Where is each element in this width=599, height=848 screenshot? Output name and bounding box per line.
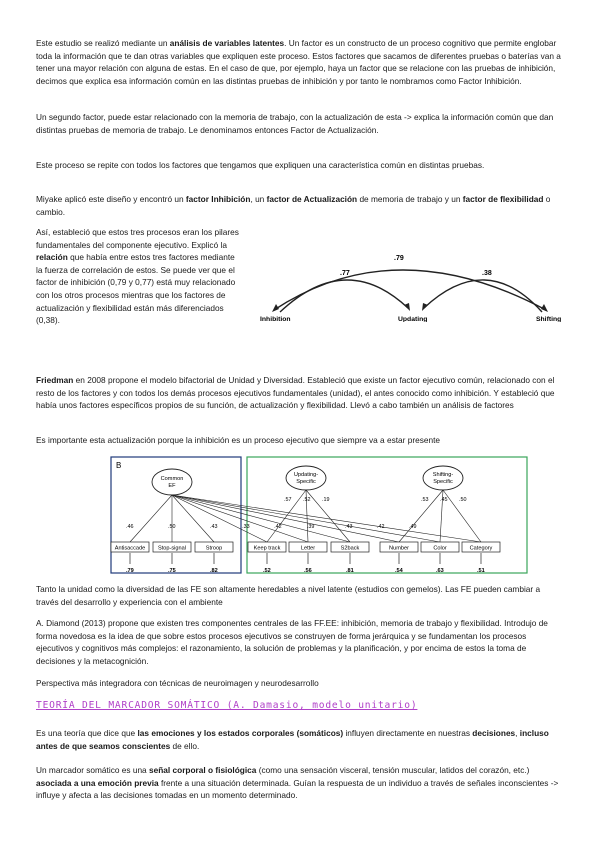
task-label: Number [389, 545, 409, 552]
text: en 2008 propone el modelo bifactorial de Unidad y Diversidad. Estableció que existe un factor ejecutivo común, relacionado con el resto de los factores y con todos los demás procesos ejecutivos fundamentales (unidad), el antes conocido como inhibición. Y estableció que había unos factores específicos propios de su función, de actualización y flexibilidad. Llevó a cabo también un análisis de factores [36, 375, 555, 411]
specific-loading-label: .19 [322, 497, 330, 503]
common-loading-label: .42 [377, 524, 385, 530]
text: Tanto la unidad como la diversidad de las FE son altamente heredables a nivel latente (estudios con gemelos). Las FE pueden cambiar a través del desarrollo y experiencia con el ambiente [36, 584, 541, 607]
text: , [515, 728, 520, 738]
shifting-specific-factor [423, 466, 463, 490]
paragraph-somatic-marker-definition [36, 764, 564, 802]
common-loading-label: .46 [126, 524, 134, 530]
factor-node-updating: Updating [398, 316, 428, 322]
specific-loading-label: .45 [440, 497, 448, 503]
correlation-value: .38 [482, 270, 492, 277]
bold-text: las emociones y los estados corporales (somáticos) [137, 728, 344, 738]
task-label: Keep track [253, 545, 281, 552]
bold-text: asociada a una emoción previa [36, 777, 159, 788]
paragraph-update-importance [36, 434, 564, 447]
section-heading-somatic-marker: TEORÍA DEL MARCADOR SOMÁTICO (A. Damasio, modelo unitario) [36, 700, 418, 711]
residual-value: .63 [436, 568, 444, 574]
bold-text: señal corporal o fisiológica [148, 765, 257, 775]
text: Miyake aplicó este diseño y encontró un [36, 194, 186, 204]
paragraph-miyake [36, 193, 564, 218]
text: o cambio. [36, 194, 551, 217]
paragraph-relation [36, 226, 242, 327]
common-loading-label: .50 [168, 524, 176, 530]
correlation-value: .77 [340, 270, 350, 277]
text: . Un factor es un constructo de un proceso cognitivo que permite englobar toda la información que te dan otras variables que expliquen este proceso. Estos factores que sacamos de diferentes pruebas o baterías van a tener una mayor relación con alguna de estas. En el caso de que, por ejemplo, haya un factor que se relacione con las pruebas de inhibición, decimos que explica esa información común en las distintas pruebas de inhibición y por tanto le nombramos como Factor Inhibición. [36, 38, 561, 86]
paragraph-diamond [36, 617, 564, 667]
paragraph-repeat-process [36, 159, 564, 172]
residual-value: .54 [395, 568, 403, 574]
factor-label: Specific [433, 479, 453, 485]
common-loading-line [130, 495, 172, 542]
paragraph-second-factor [36, 111, 564, 136]
bold-text: factor de flexibilidad [462, 194, 544, 204]
residual-value: .51 [477, 568, 485, 574]
text: que había entre estos tres factores mediante la fuerza de correlación de estos. Se puede ver que el factor de inhibición (0,79 y 0,77) está muy relacionado con los otros procesos mientras que los factores de actualización y flexibilidad están más diferenciados (0,38). [36, 252, 236, 326]
correlation-value: .79 [394, 255, 404, 262]
text: Un marcador somático es una [36, 765, 149, 775]
paragraph-latent-variables [36, 37, 564, 87]
correlation-arc-inhibition-shifting [274, 270, 546, 310]
bold-text: factor Inhibición [185, 194, 251, 204]
panel-label: B [116, 461, 122, 470]
task-label: Color [433, 545, 447, 552]
text: Este proceso se repite con todos los factores que tengamos que expliquen una característica común en distintas pruebas. [36, 160, 485, 170]
task-label: Stroop [205, 545, 223, 552]
paragraph-friedman [36, 374, 564, 412]
residual-value: .75 [168, 568, 176, 574]
unity-diversity-model-diagram [110, 456, 530, 574]
paragraph-perspective [36, 677, 564, 690]
specific-loading-label: .53 [421, 497, 429, 503]
residual-value: .56 [304, 568, 312, 574]
factor-label: Specific [296, 479, 316, 485]
task-label: Stop-signal [158, 545, 186, 552]
bold-text: relación [36, 252, 68, 263]
text: Un segundo factor, puede estar relacionado con la memoria de trabajo, con la actualización de esta -> explica la información común que dan distintas pruebas de memoria de trabajo. Le denominamos entonces Factor de Actualización. [36, 112, 554, 135]
factor-node-shifting: Shifting [536, 316, 562, 322]
correlation-arc-updating-shifting [424, 280, 542, 312]
task-label: Category [469, 545, 493, 552]
residual-value: .79 [126, 568, 134, 574]
miyake-correlation-diagram [246, 240, 586, 322]
text: de memoria de trabajo y un [357, 194, 463, 204]
text: Perspectiva más integradora con técnicas de neuroimagen y neurodesarrollo [36, 678, 319, 688]
bold-text: incluso antes de que seamos conscientes [36, 728, 549, 751]
common-ef-factor [152, 469, 192, 495]
text: (como una sensación visceral, tensión muscular, latidos del corazón, etc.) [256, 765, 530, 775]
correlation-arc-inhibition-updating [280, 280, 408, 312]
arrowhead [541, 304, 548, 312]
text: Es una teoría que dice que [36, 728, 138, 738]
factor-label: Shifting- [432, 472, 454, 478]
text: A. Diamond (2013) propone que existen tres componentes centrales de las FF.EE: inhibición, memoria de trabajo y flexibilidad. Introdujo de forma novedosa es la idea de que sobre estos procesos ejecutivos se construyen de forma jerárquica y se fundamentan los procesos ejecutivos y cognitivos más complejos: el razonamiento, la solución de problemas y la planificación, y por encima de estos la toma de decisiones y la metacognición. [36, 618, 548, 666]
bold-text: factor de Actualización [266, 194, 358, 204]
factor-label: EF [168, 483, 176, 489]
text: Este estudio se realizó mediante un [36, 38, 170, 48]
arrowhead [272, 304, 279, 312]
bold-text: decisiones [472, 728, 516, 738]
residual-value: .81 [346, 568, 354, 574]
text: frente a una situación determinada. Guían la respuesta de un individuo a través de señales inconscientes -> influye y afecta a las decisiones tomadas en un momento determinado. [36, 777, 559, 801]
text: de ello. [170, 740, 200, 751]
arrowhead [422, 303, 428, 311]
common-loading-label: .42 [274, 524, 282, 530]
common-loading-label: .43 [345, 524, 353, 530]
task-label: Letter [300, 545, 316, 552]
common-loading-label: .49 [409, 524, 417, 530]
specific-loading-label: .57 [284, 497, 292, 503]
task-label: S2back [340, 545, 360, 552]
common-loading-label: .39 [306, 524, 315, 530]
factor-node-inhibition: Inhibition [260, 316, 291, 322]
specific-loading-label: .50 [459, 497, 467, 503]
paragraph-heritability [36, 583, 564, 608]
arrowhead [404, 303, 410, 311]
common-loading-label: .33 [242, 524, 250, 530]
bold-text: Friedman [36, 375, 74, 385]
text: Así, estableció que estos tres procesos eran los pilares fundamentales del componente ejecutivo. Explicó la [36, 227, 239, 250]
residual-value: .52 [263, 568, 271, 574]
bold-text: análisis de variables latentes [169, 38, 285, 48]
updating-specific-factor [286, 466, 326, 490]
residual-value: .82 [210, 568, 218, 574]
specific-loading-label: .52 [303, 497, 311, 503]
task-label: Antisaccade [114, 545, 146, 552]
factor-label: Updating- [293, 472, 319, 478]
common-loading-label: .43 [210, 524, 218, 530]
paragraph-somatic-theory [36, 727, 564, 752]
text: influyen directamente en nuestras [343, 728, 473, 738]
text: , un [250, 194, 267, 204]
factor-label: Common [160, 476, 184, 482]
text: Es importante esta actualización porque la inhibición es un proceso ejecutivo que siempre va a estar presente [36, 435, 441, 445]
